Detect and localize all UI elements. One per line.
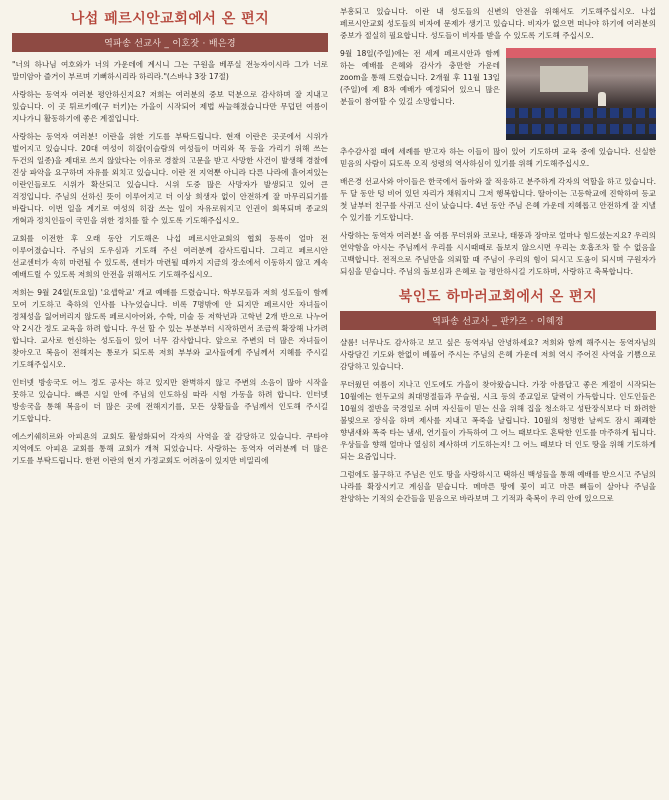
photo-banner	[506, 48, 656, 58]
left-column	[12, 6, 328, 800]
photo-seat-row	[506, 124, 656, 134]
paragraph: 사랑하는 동역자 여러분! 올 여름 무더위와 코로나, 태풍과 장마로 얼마나 힘드셨는지요? 우리의 연약함을 아시는 주님께서 우리를 시시때때로 돌보지 않으시면 우리는 호흡조차 할 수 없음을 고백합니다. 전적으로 주님만을 의뢰할 때 주님이 우리의 힘이 되시고 도움이 되시며 구원자가 되심을 믿습니다. 주님의 돌보심과 은혜로 늘 평안하시길 기도하며, 사랑하고 축복합니다.	[340, 231, 656, 276]
paragraph: 인터넷 방송국도 어느 정도 공사는 하고 있지만 완벽하지 않고 주변의 소음이 많아 시작을 못하고 있습니다. 빠른 시일 안에 주님의 인도하심 따라 시험 가동을 하려 합니다. 인터넷 방송국을 통해 복음이 더 많은 곳에 전해지기를, 모든 상황들을 주님께서 인도해 주시길 기도합니다.	[12, 378, 328, 423]
photo-block	[340, 48, 656, 140]
paragraph: 저희는 9월 24일(토요일) '요셉학교' 개교 예배를 드렸습니다. 학부모들과 저희 성도들이 함께 모여 기도하고 축하의 인사를 나누었습니다. 비록 7명밖에 안 되지만 페르시안 자녀들이 정체성을 잃어버리지 않도록 페르시아어와, 수학, 미술 등 저학년과 고학년 2개 반으로 나누어 약 2시간 정도 교육을 하려 합니다. 우선 할 수 있는 부분부터 시작하면서 조금씩 확장해 나가려 합니다. 교사로 헌신하는 성도들이 있어 너무 감사합니다. 앞으로 주변의 더 많은 자녀들이 찾아오고 복음이 전해지는 통로가 되도록 저희 부부와 교사들에게 주님께서 지혜를 주시길 기도해주십시오.	[12, 288, 328, 369]
letter-heading-india: 북인도 하마러교회에서 온 편지	[398, 289, 598, 305]
paragraph: 사랑하는 동역자 여러분 평안하신지요? 저희는 여러분의 중보 덕분으로 감사하며 잘 지내고 있습니다. 이 곳 튀르키예(구 터키)는 가을이 시작되어 제법 싸늘해졌습니다만 무덥던 여름이 지나가니 활동하기에 좋은 계절입니다.	[12, 90, 328, 123]
paragraph: 부흥되고 있습니다. 이란 내 성도들의 신변의 안전을 위해서도 기도해주십시오. 나섭 페르시안교회 성도들의 비자에 문제가 생기고 있습니다. 비자가 없으면 떠나야 하기에 여러분의 중보가 절실히 필요합니다. 성도들이 비자를 받을 수 있도록 기도해 주십시오.	[340, 7, 656, 40]
photo-speaker	[598, 92, 606, 106]
right-column	[340, 6, 656, 800]
missionary-band-india: 역파송 선교사 _ 판카즈 · 이혜정	[340, 311, 656, 330]
scripture-verse: "너의 하나님 여호와가 너의 가운데에 계시니 그는 구원을 베푸실 전능자이시라 그가 너로 말미암아 즐거이 부르며 기뻐하시리라 하리라."(스바냐 3장 17절)	[12, 60, 328, 81]
paragraph: 배은경 선교사와 아이들은 한국에서 돌아와 잘 적응하고 분주하게 각자의 역할을 하고 있습니다. 두 달 동안 텅 비어 있던 자리가 채워지니 그저 행복합니다. 딸아이는 고등학교에 진학하여 등교 첫 날부터 친구를 사귀고 신이 났습니다. 4년 동안 주님 은혜 가운데 지혜롭고 안전하게 잘 지낼 수 있기를 기도합니다.	[340, 177, 656, 222]
paragraph: 사랑하는 동역자 여러분! 이란을 위한 기도를 부탁드립니다. 현재 이란은 곳곳에서 시위가 벌어지고 있습니다. 20대 여성이 히잡(이슬람의 여성들이 머리와 목 등을 가리기 위해 쓰는 두건의 일종)을 제대로 쓰지 않았다는 이유로 경찰의 고문을 받고 사망한 사건이 발생해 경찰에 진상 파악을 요구하며 자유를 외치고 있습니다. 이란 전 지역뿐 아니라 다른 나라에 흩어져있는 이란인들로도 시위가 확산되고 있습니다. 시위 도중 많은 사망자가 발생되고 있어 큰 걱정입니다. 주님의 선하신 뜻이 이루어지고 더 이상 희생자 없이 안전하게 잘 마무리되기를 바랍니다. 이번 일을 계기로 여성의 히잡 쓰는 일이 자유로워지고 인권이 회복되며 종교의 개혁과 정치인들이 국민을 위한 정치를 할 수 있도록 기도해주십시오.	[12, 132, 328, 225]
photo-caption-paragraph: 9월 18일(주일)에는 전 세계 페르시안과 함께 하는 예배를 은혜와 감사가 충만한 가운데 zoom을 통해 드렸습니다. 2개월 후 11월 13일(주일)에 제 8차 예배가 예정되어 있으니 많은 분들이 참여할 수 있길 소망합니다.	[340, 49, 500, 106]
paragraph: 무더웠던 여름이 지나고 인도에도 가을이 찾아왔습니다. 가장 아름답고 좋은 계절이 시작되는 10월에는 힌두교의 최대명절들과 무슬림, 시크 등의 종교일로 달력이 가득합니다. 인도인들은 10월의 절반을 국경일로 쉬며 자신들이 믿는 신을 위해 집을 청소하고 성탄장식보다 더 화려한 불빛으로 장식을 하며 제사를 지내고 폭죽을 날립니다. 10월의 청명한 날씨도 잠시 쾌쾌한 향냄새와 폭죽 타는 냄새, 연기들이 가득하여 그 어느 때보다도 혼탁한 인도를 마주하게 됩니다. 우상들을 향해 얼마나 열심히 제사하며 기도하는지! 그 어느 때보다 더 인도 땅을 위해 기도하게 되는 요즘입니다.	[340, 380, 656, 461]
photo-seat-row	[506, 108, 656, 118]
photo-screen	[540, 66, 588, 92]
paragraph: 교회를 이전한 후 오래 동안 기도해온 나섭 페르시안교회의 협회 등록이 얼마 전 이루어졌습니다. 주님의 도우심과 기도해 주신 여러분께 감사드립니다. 그리고 페르시안 선교센터가 속히 마련될 수 있도록, 센터가 마련될 때까지 지금의 장소에서 이동하지 않고 계속 예배드릴 수 있도록 저희의 안전을 위해서도 기도해주십시오.	[12, 234, 328, 279]
paragraph: 에스키쉐히르와 아피욘의 교회도 활성화되어 각자의 사역을 잘 감당하고 있습니다. 쿠타야 지역에도 아피욘 교회를 통해 교회가 개척 되었습니다. 사랑하는 동역자 여러분께 더 많은 기도를 부탁드립니다. 한편 이란의 현지 가정교회도 어려움이 있지만 비밀리에	[12, 432, 328, 465]
worship-photo	[506, 48, 656, 140]
missionary-band-persian: 역파송 선교사 _ 이호잣 · 배은경	[12, 33, 328, 52]
paragraph: 샬롬! 너무나도 감사하고 보고 싶은 동역자님 안녕하세요? 저희와 함께 해주시는 동역자님의 사랑담긴 기도와 한없이 베풀어 주시는 주님의 은혜 가운데 저희 역시 주어진 사역을 기쁨으로 감당하고 있습니다.	[340, 338, 656, 371]
paragraph: 그럼에도 불구하고 주님은 인도 땅을 사랑하시고 택하신 백성들을 통해 예배를 받으시고 주님의 나라를 확장시키고 계심을 믿습니다. 메마른 땅에 꽃이 피고 마른 뼈들이 살아나 주님을 찬양하는 기적의 순간들을 믿음으로 바라보며 그 기적과 축복이 우리 안에 있으므로	[340, 470, 656, 503]
letter-heading-persian: 나섭 페르시안교회에서 온 편지	[70, 11, 270, 27]
paragraph: 추수감사절 때에 세례를 받고자 하는 이들이 많이 있어 기도하며 교육 중에 있습니다. 신실한 믿음의 사람이 되도록 오직 성령의 역사하심이 있기를 위해 기도해주십시오.	[340, 147, 656, 168]
